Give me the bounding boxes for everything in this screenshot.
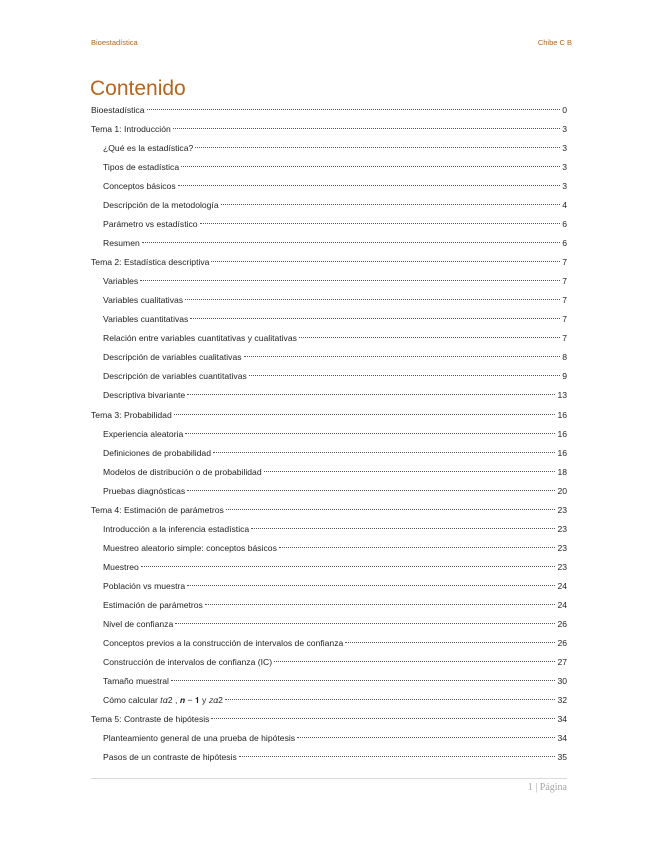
toc-leader-dots (190, 318, 560, 319)
toc-entry-page: 26 (557, 618, 567, 629)
toc-entry-page: 3 (562, 162, 567, 173)
page-number: 1 | Página (527, 782, 567, 793)
toc-entry-page: 8 (562, 352, 567, 363)
toc-entry[interactable] (91, 691, 567, 710)
toc-leader-dots (239, 756, 556, 757)
toc-entry[interactable] (91, 463, 567, 482)
toc-entry-label: Tema 1: Introducción (91, 124, 171, 135)
toc-entry-label: Tema 4: Estimación de parámetros (91, 504, 224, 515)
toc-entry[interactable] (91, 425, 567, 444)
toc-entry[interactable] (91, 215, 567, 234)
toc-entry-page: 16 (557, 447, 567, 458)
toc-entry-page: 16 (557, 428, 567, 439)
toc-entry[interactable] (91, 329, 567, 348)
toc-entry[interactable] (91, 596, 567, 615)
toc-leader-dots (187, 490, 555, 491)
header-left: Bioestadística (91, 38, 138, 47)
toc-entry-page: 27 (557, 656, 567, 667)
toc-entry-label: ¿Qué es la estadística? (103, 143, 194, 154)
toc-leader-dots (226, 509, 556, 510)
toc-entry-page: 30 (557, 675, 567, 686)
toc-entry-label: Conceptos previos a la construcción de intervalos de confianza (103, 637, 344, 648)
toc-leader-dots (185, 433, 555, 434)
toc-entry-label: Muestreo (103, 561, 139, 572)
toc-entry[interactable] (91, 386, 567, 405)
toc-entry-page: 34 (557, 714, 567, 724)
toc-entry-label: Introducción a la inferencia estadística (103, 523, 250, 534)
toc-entry-label: Pasos de un contraste de hipótesis (103, 752, 237, 763)
toc-entry-page: 3 (562, 181, 567, 192)
toc-entry[interactable] (91, 291, 567, 310)
toc-entry[interactable] (91, 520, 567, 539)
page-title: Contenido (90, 77, 186, 100)
toc-entry-label: Tema 5: Contraste de hipótesis (91, 714, 210, 724)
toc-entry[interactable] (91, 234, 567, 253)
toc-entry-page: 0 (562, 105, 567, 115)
toc-entry-label: Tipos de estadística (103, 162, 180, 173)
toc-entry-page: 7 (562, 333, 567, 344)
toc-leader-dots (195, 147, 560, 148)
toc-entry-label: Definiciones de probabilidad (103, 447, 211, 458)
toc-entry[interactable] (91, 272, 567, 291)
toc-entry-page: 6 (562, 238, 567, 249)
toc-entry[interactable] (91, 139, 567, 158)
toc-entry-label: Tema 3: Probabilidad (91, 409, 172, 420)
toc-leader-dots (140, 280, 560, 281)
toc-entry-label: Variables (103, 276, 139, 287)
toc-entry-label: Estimación de parámetros (103, 599, 203, 610)
toc-entry-page: 9 (562, 371, 567, 382)
table-of-contents (91, 101, 567, 767)
toc-entry-page: 13 (557, 390, 567, 401)
toc-entry[interactable] (91, 710, 567, 729)
toc-entry-label: Variables cualitativas (103, 295, 184, 306)
toc-entry-page: 6 (562, 219, 567, 230)
toc-entry[interactable] (91, 253, 567, 272)
toc-leader-dots (175, 623, 555, 624)
toc-leader-dots (142, 242, 560, 243)
toc-entry-page: 34 (557, 733, 567, 744)
toc-entry-page: 23 (557, 523, 567, 534)
toc-entry-label: Descriptiva bivariante (103, 390, 186, 401)
toc-entry-label: Planteamiento general de una prueba de hipótesis (103, 733, 296, 744)
toc-entry-page: 18 (557, 466, 567, 477)
toc-entry-page: 7 (562, 295, 567, 306)
toc-entry[interactable] (91, 501, 567, 520)
toc-leader-dots (187, 585, 555, 586)
toc-entry[interactable] (91, 196, 567, 215)
toc-leader-dots (251, 528, 555, 529)
toc-entry[interactable] (91, 406, 567, 425)
toc-leader-dots (211, 718, 555, 719)
toc-entry-label: Nivel de confianza (103, 618, 174, 629)
toc-entry[interactable] (91, 634, 567, 653)
toc-entry-page: 3 (562, 143, 567, 154)
toc-leader-dots (221, 204, 561, 205)
toc-leader-dots (147, 109, 561, 110)
toc-entry-page: 24 (557, 580, 567, 591)
toc-entry[interactable] (91, 748, 567, 767)
toc-leader-dots (264, 471, 556, 472)
toc-entry[interactable] (91, 101, 567, 120)
toc-entry-page: 20 (557, 485, 567, 496)
toc-entry-page: 23 (557, 504, 567, 515)
toc-entry-label: Población vs muestra (103, 580, 186, 591)
toc-leader-dots (244, 356, 561, 357)
footer-divider (91, 778, 567, 779)
toc-entry[interactable] (91, 653, 567, 672)
toc-entry-label: Parámetro vs estadístico (103, 219, 198, 230)
toc-entry[interactable] (91, 348, 567, 367)
toc-leader-dots (249, 375, 560, 376)
header-right: Chibe C B (537, 38, 572, 47)
toc-entry-label: Descripción de variables cualitativas (103, 352, 242, 363)
toc-entry[interactable] (91, 539, 567, 558)
toc-entry-label: Tamaño muestral (103, 675, 169, 686)
toc-entry-label: Relación entre variables cuantitativas y cualitativas (103, 333, 297, 344)
toc-entry[interactable] (91, 444, 567, 463)
toc-entry-page: 23 (557, 542, 567, 553)
toc-entry-label: Conceptos básicos (103, 181, 176, 192)
toc-entry[interactable] (91, 558, 567, 577)
toc-leader-dots (141, 566, 556, 567)
toc-entry-label: Bioestadística (91, 105, 145, 115)
toc-entry-label: Muestreo aleatorio simple: conceptos básicos (103, 542, 277, 553)
toc-entry[interactable] (91, 482, 567, 501)
toc-leader-dots (200, 223, 561, 224)
toc-leader-dots (185, 299, 560, 300)
toc-entry-page: 23 (557, 561, 567, 572)
toc-entry-label: Experiencia aleatoria (103, 428, 184, 439)
toc-entry[interactable] (91, 672, 567, 691)
toc-entry[interactable] (91, 577, 567, 596)
toc-entry-page: 24 (557, 599, 567, 610)
toc-leader-dots (299, 337, 560, 338)
toc-entry-page: 26 (557, 637, 567, 648)
toc-entry[interactable] (91, 729, 567, 748)
toc-leader-dots (178, 185, 561, 186)
toc-entry-page: 7 (562, 257, 567, 268)
toc-entry-page: 32 (557, 694, 567, 705)
toc-entry-label: Cómo calcular 𝑡𝛼2 , 𝒏 − 𝟏 y 𝑧𝛼2 (103, 694, 223, 705)
toc-entry[interactable] (91, 310, 567, 329)
toc-entry-page: 7 (562, 314, 567, 325)
toc-leader-dots (187, 394, 555, 395)
toc-entry[interactable] (91, 158, 567, 177)
toc-leader-dots (173, 128, 560, 129)
toc-leader-dots (345, 642, 555, 643)
toc-leader-dots (213, 452, 555, 453)
toc-entry-label: Descripción de variables cuantitativas (103, 371, 247, 382)
toc-leader-dots (297, 737, 555, 738)
toc-leader-dots (181, 166, 560, 167)
toc-entry-label: Pruebas diagnósticas (103, 485, 186, 496)
toc-entry-page: 16 (557, 409, 567, 420)
toc-entry-label: Construcción de intervalos de confianza (IC) (103, 656, 273, 667)
toc-leader-dots (171, 680, 556, 681)
toc-entry-page: 3 (562, 124, 567, 135)
toc-entry-page: 7 (562, 276, 567, 287)
toc-leader-dots (274, 661, 555, 662)
toc-entry[interactable] (91, 120, 567, 139)
toc-leader-dots (225, 699, 555, 700)
toc-entry-label: Resumen (103, 238, 140, 249)
toc-entry-label: Modelos de distribución o de probabilidad (103, 466, 262, 477)
toc-entry-label: Descripción de la metodología (103, 200, 219, 211)
toc-entry-label: Tema 2: Estadística descriptiva (91, 257, 210, 268)
toc-entry-page: 4 (562, 200, 567, 211)
toc-entry-label: Variables cuantitativas (103, 314, 189, 325)
toc-entry[interactable] (91, 615, 567, 634)
toc-entry-page: 35 (557, 752, 567, 763)
toc-leader-dots (279, 547, 556, 548)
toc-entry[interactable] (91, 367, 567, 386)
toc-leader-dots (211, 261, 560, 262)
toc-leader-dots (205, 604, 556, 605)
toc-leader-dots (174, 414, 556, 415)
toc-entry[interactable] (91, 177, 567, 196)
